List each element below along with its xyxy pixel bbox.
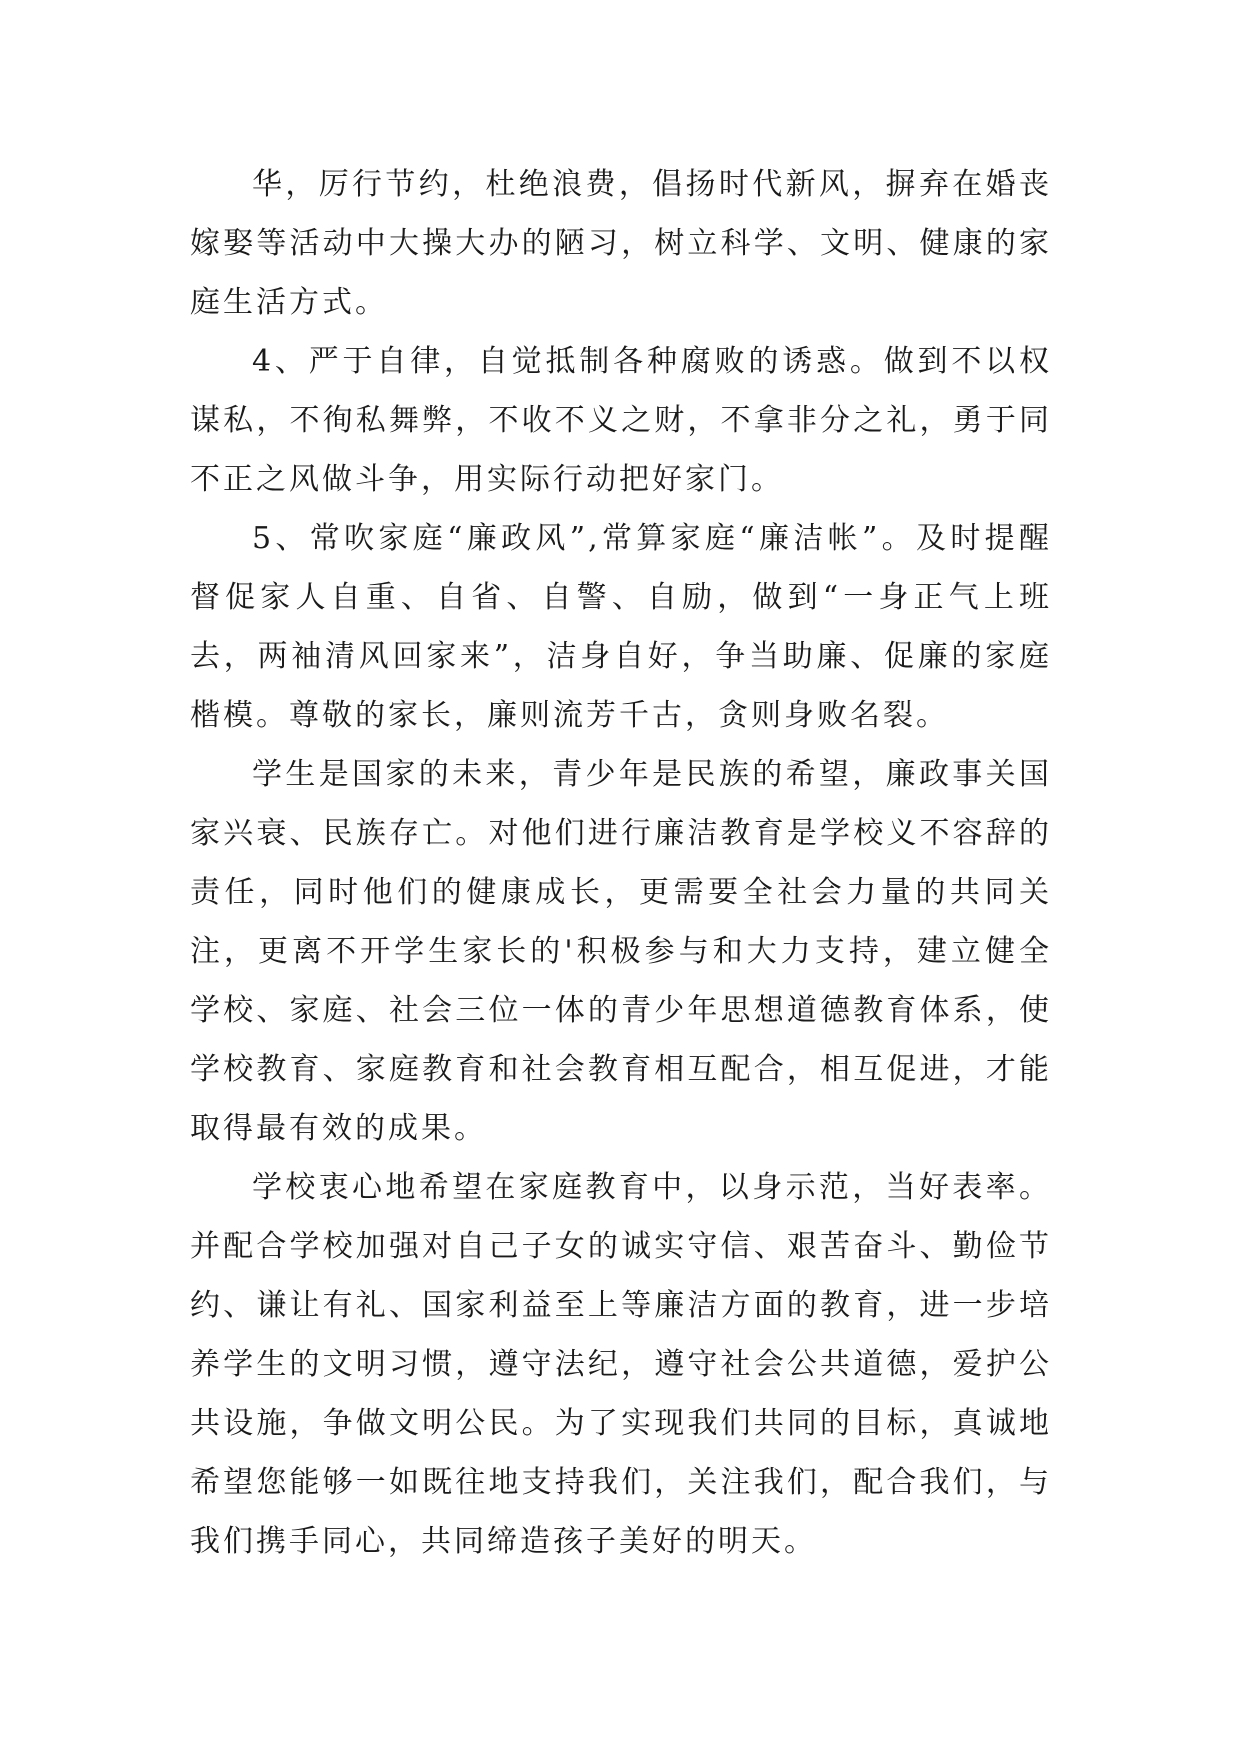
paragraph-school-hope: 学校衷心地希望在家庭教育中，以身示范，当好表率。并配合学校加强对自己子女的诚实守信、艰苦奋斗、勤俭节约、谦让有礼、国家利益至上等廉洁方面的教育，进一步培养学生的文明习惯，遵守法纪，遵守社会公共道德，爱护公共设施，争做文明公民。为了实现我们共同的目标，真诚地希望您能够一如既往地支持我们，关注我们，配合我们，与我们携手同心，共同缔造孩子美好的明天。 [190,1170,1052,1559]
document-body [190,155,1052,1571]
paragraph-students-future: 学生是国家的未来，青少年是民族的希望，廉政事关国家兴衰、民族存亡。对他们进行廉洁教育是学校义不容辞的责任，同时他们的健康成长，更需要全社会力量的共同关注，更离不开学生家长的'积极参与和大力支持，建立健全学校、家庭、社会三位一体的青少年思想道德教育体系，使学校教育、家庭教育和社会教育相互配合，相互促进，才能取得最有效的成果。 [190,757,1052,1146]
paragraph-frugality: 华，厉行节约，杜绝浪费，倡扬时代新风，摒弃在婚丧嫁娶等活动中大操大办的陋习，树立科学、文明、健康的家庭生活方式。 [190,167,1052,320]
paragraph-integrity-wind: 5、常吹家庭“廉政风”,常算家庭“廉洁帐”。及时提醒督促家人自重、自省、自警、自励，做到“一身正气上班去，两袖清风回家来”，洁身自好，争当助廉、促廉的家庭楷模。尊敬的家长，廉则流芳千古，贪则身败名裂。 [190,521,1052,733]
paragraph-self-discipline: 4、严于自律，自觉抵制各种腐败的诱惑。做到不以权谋私，不徇私舞弊，不收不义之财，不拿非分之礼，勇于同不正之风做斗争，用实际行动把好家门。 [190,344,1052,497]
